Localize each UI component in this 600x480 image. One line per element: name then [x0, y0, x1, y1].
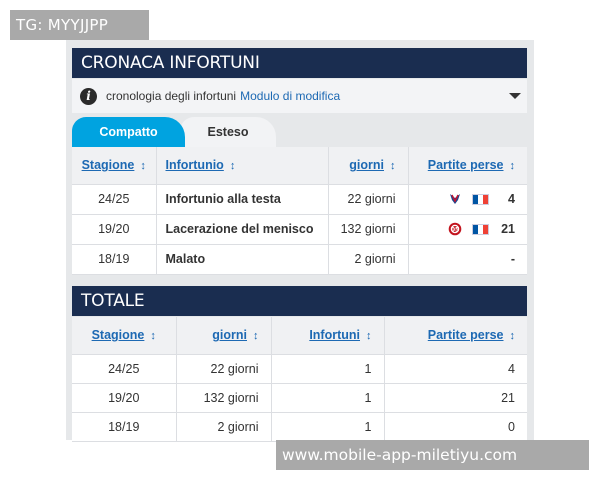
sort-icon: ↕: [150, 330, 156, 343]
cell-days: 2 giorni: [328, 244, 408, 274]
table-row: [72, 184, 527, 214]
col-header-games-missed[interactable]: Partite perse ↕: [384, 317, 527, 354]
col-header-days[interactable]: giorni ↕: [176, 317, 271, 354]
col-header-days[interactable]: giorni ↕: [328, 147, 408, 184]
cell-days: 22 giorni: [176, 354, 271, 383]
svg-text:05: 05: [450, 226, 460, 234]
tab-compatto[interactable]: Compatto: [72, 117, 185, 147]
injury-history-table: [72, 147, 527, 275]
cell-injuries: 1: [271, 412, 384, 441]
games-missed-value: -: [510, 252, 515, 266]
sort-icon: ↕: [390, 160, 396, 173]
cell-games-missed: 21: [384, 383, 527, 412]
col-header-season[interactable]: Stagione ↕: [72, 147, 156, 184]
col-header-injuries[interactable]: Infortuni ↕: [271, 317, 384, 354]
sort-icon: ↕: [366, 330, 372, 343]
cell-season: 19/20: [72, 214, 156, 244]
sort-icon: ↕: [509, 330, 515, 343]
france-flag-icon: [472, 224, 489, 235]
cell-injury: Malato: [156, 244, 328, 274]
cell-days: 22 giorni: [328, 184, 408, 214]
info-text: cronologia degli infortuni: [106, 89, 237, 103]
table-row: [72, 244, 527, 274]
table-row: [72, 354, 527, 383]
cell-games-missed: [408, 244, 527, 274]
cell-injuries: 1: [271, 383, 384, 412]
col-header-injury[interactable]: Infortunio ↕: [156, 147, 328, 184]
cell-days: 2 giorni: [176, 412, 271, 441]
cell-season: 24/25: [72, 354, 176, 383]
cell-injury: Infortunio alla testa: [156, 184, 328, 214]
cell-injury: Lacerazione del menisco: [156, 214, 328, 244]
crystal-palace-crest-icon[interactable]: [448, 192, 462, 206]
cell-days: 132 giorni: [176, 383, 271, 412]
cell-season: 24/25: [72, 184, 156, 214]
col-header-games-missed[interactable]: Partite perse ↕: [408, 147, 527, 184]
view-tabs: [72, 117, 527, 147]
cell-days: 132 giorni: [328, 214, 408, 244]
watermark-top: TG: MYYJJPP: [10, 10, 149, 40]
table-row: [72, 383, 527, 412]
cell-injuries: 1: [271, 354, 384, 383]
cell-games-missed: 0: [384, 412, 527, 441]
cell-games-missed: [408, 184, 527, 214]
games-missed-value: 21: [501, 222, 515, 236]
edit-form-link[interactable]: Modulo di modifica: [240, 89, 341, 103]
cell-season: 18/19: [72, 244, 156, 274]
france-flag-icon: [472, 194, 489, 205]
info-bar[interactable]: [72, 79, 527, 113]
mainz-crest-icon[interactable]: [448, 222, 462, 236]
cell-games-missed: 4: [384, 354, 527, 383]
totals-header: TOTALE: [72, 286, 527, 316]
totals-table: [72, 317, 527, 442]
cell-games-missed: [408, 214, 527, 244]
chevron-down-icon[interactable]: [509, 93, 521, 99]
table-row: [72, 412, 527, 441]
tab-esteso[interactable]: Esteso: [180, 117, 276, 147]
sort-icon: ↕: [140, 160, 146, 173]
sort-icon: ↕: [229, 160, 236, 173]
table-row: [72, 214, 527, 244]
injury-history-header: CRONACA INFORTUNI: [72, 48, 527, 78]
info-icon: i: [80, 88, 97, 105]
watermark-bottom: www.mobile-app-miletiyu.com: [276, 440, 589, 470]
cell-season: 19/20: [72, 383, 176, 412]
games-missed-value: 4: [508, 192, 515, 206]
sort-icon: ↕: [509, 160, 515, 173]
cell-season: 18/19: [72, 412, 176, 441]
sort-icon: ↕: [253, 330, 259, 343]
col-header-season[interactable]: Stagione ↕: [72, 317, 176, 354]
